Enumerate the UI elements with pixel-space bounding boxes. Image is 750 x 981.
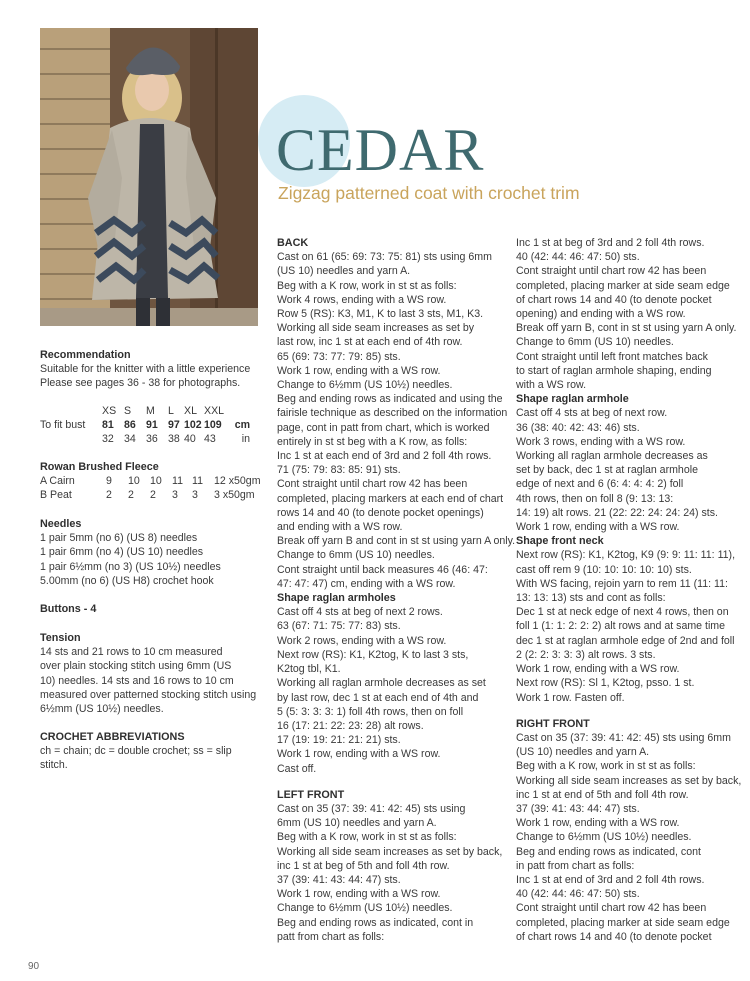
instruction-line: K2tog tbl, K1. [277,663,341,676]
instruction-line: inc 1 st at beg of 5th and foll 4th row. [277,859,450,872]
instruction-line: Cast on 61 (65: 69: 73: 75: 81) sts using 6mm [277,251,492,264]
front-neck-heading: Shape front neck [516,535,604,548]
front-neck-instructions [516,548,748,704]
instruction-line: last row, inc 1 st at each end of 4th row. [277,336,463,349]
instruction-line: Beg with a K row, work in st st as folls: [277,831,457,844]
recommendation-text: Suitable for the knitter with a little experience Please see pages 36 - 38 for photographs. [40,363,251,390]
instruction-line: Work 1 row, ending with a WS row. [516,663,680,676]
instruction-line: Cast on 35 (37: 39: 41: 42: 45) sts using [277,802,466,815]
instruction-line: Work 1 row, ending with a WS row. [516,521,680,534]
instruction-line: Row 5 (RS): K3, M1, K to last 3 sts, M1, K3. [277,308,484,321]
tension-heading: Tension [40,632,81,644]
instruction-line: Change to 6½mm (US 10½) needles. [277,379,453,392]
instruction-line: Cont straight until chart row 42 has been [516,265,707,278]
instruction-line: Beg with a K row, work in st st as folls: [516,760,696,773]
yarn-heading: Rowan Brushed Fleece [40,461,159,473]
instruction-line: page, cont in patt from chart, which is worked [277,421,490,434]
instruction-line: Dec 1 st at neck edge of next 4 rows, then on [516,606,729,619]
instruction-line: Beg and ending rows as indicated, cont in [277,916,474,929]
left-column [40,348,268,391]
instruction-line: Work 1 row, ending with a WS row. [277,364,441,377]
size-in-row: 32 34 36 38 40 43 in [102,433,250,446]
instruction-line: 16 (17: 21: 22: 23: 28) alt rows. [277,719,424,732]
instruction-line: Change to 6mm (US 10) needles. [516,336,674,349]
instruction-line: Cont straight until chart row 42 has been [277,478,468,491]
instruction-line: Work 1 row, ending with a WS row. [516,817,680,830]
instruction-line: Work 1 row, ending with a WS row. [277,748,441,761]
instruction-line: Working all side seam increases as set by back, [516,774,742,787]
pattern-photo [40,28,258,326]
instruction-line: of chart rows 14 and 40 (to denote pocket [516,930,712,943]
instruction-line: fairisle technique as described on the information [277,407,508,420]
instruction-line: Next row (RS): K1, K2tog, K9 (9: 9: 11: 11: 11), [516,549,736,562]
left-front-continued [516,236,748,392]
right-front-heading: RIGHT FRONT [516,717,590,730]
instruction-line: Change to 6½mm (US 10½) needles. [516,831,692,844]
back-instructions [277,250,516,591]
instruction-line: Next row (RS): K1, K2tog, K to last 3 sts, [277,648,469,661]
instruction-line: 14: 19) alt rows. 21 (22: 22: 24: 24: 24) sts. [516,506,718,519]
instruction-line: Working all raglan armhole decreases as set [277,677,486,690]
instruction-line: 37 (39: 41: 43: 44: 47) sts. [277,873,401,886]
instruction-line: Cont straight until back measures 46 (46: 47: [277,563,488,576]
instruction-line: Cast on 35 (37: 39: 41: 42: 45) sts using 6mm [516,731,731,744]
pattern-subtitle: Zigzag patterned coat with crochet trim [278,183,580,203]
instruction-line: Break off yarn B, cont in st st using yarn A only. [516,322,737,335]
needles-block [40,517,268,588]
yarn-block [40,460,268,503]
needle-line: 1 pair 6mm (no 4) (US 10) needles [40,546,204,559]
instruction-line: 13: 13: 13) sts and cont as folls: [516,592,666,605]
abbreviations-block: CROCHET ABBREVIATIONS ch = chain; dc = double crochet; ss = slip stitch. [40,730,268,773]
instruction-line: 40 (42: 44: 46: 47: 50) sts. [516,251,640,264]
instruction-line: Next row (RS): Sl 1, K2tog, psso. 1 st. [516,677,695,690]
back-raglan-heading: Shape raglan armholes [277,592,396,605]
instruction-line: Inc 1 st at end of 3rd and 2 foll 4th rows. [516,873,705,886]
instruction-line: patt from chart as folls: [277,930,385,943]
right-column [516,236,748,944]
instruction-line: 63 (67: 71: 75: 77: 83) sts. [277,620,401,633]
instruction-line: entirely in st st beg with a K row, as folls: [277,435,468,448]
instruction-line: 36 (38: 40: 42: 43: 46) sts. [516,421,640,434]
instruction-line: completed, placing markers at each end of chart [277,492,504,505]
left-front-heading: LEFT FRONT [277,788,345,801]
instruction-line: 37 (39: 41: 43: 44: 47) sts. [516,802,640,815]
instruction-line: and ending with a WS row. [277,521,403,534]
needle-line: 5.00mm (no 6) (US H8) crochet hook [40,574,214,587]
instruction-line: 6mm (US 10) needles and yarn A. [277,817,437,830]
instruction-line: dec 1 st at raglan armhole edge of 2nd and foll [516,634,735,647]
instruction-line: by last row, dec 1 st at each end of 4th and [277,691,479,704]
instruction-line: with a WS row. [516,379,587,392]
left-front-instructions [277,802,509,944]
instruction-line: Beg and ending rows as indicated, cont [516,845,701,858]
size-cm-row: To fit bust 81 86 91 97 102 109 cm [40,419,250,432]
instruction-line: foll 1 (1: 1: 2: 2: 2) alt rows and at same time [516,620,726,633]
yarn-table [40,474,261,502]
instruction-line: opening) and ending with a WS row. [516,308,686,321]
instruction-line: edge of next and 6 (6: 4: 4: 4: 2) foll [516,478,684,491]
instruction-line: Working all side seam increases as set by [277,322,475,335]
abbreviations-heading: CROCHET ABBREVIATIONS [40,731,185,743]
recommendation-heading: Recommendation [40,349,131,361]
instruction-line: With WS facing, rejoin yarn to rem 11 (11: 11: [516,577,728,590]
instruction-line: 5 (5: 3: 3: 3: 1) foll 4th rows, then on foll [277,705,464,718]
instruction-line: in patt from chart as folls: [516,859,635,872]
page-number: 90 [28,961,40,972]
instruction-line: set by back, dec 1 st at raglan armhole [516,464,698,477]
middle-column [277,236,516,944]
back-raglan-instructions [277,605,509,775]
buttons-block [40,602,268,616]
instruction-line: Beg and ending rows as indicated and using the [277,393,503,406]
needle-line: 1 pair 6½mm (no 3) (US 10½) needles [40,560,221,573]
instruction-line: Inc 1 st at each end of 3rd and 2 foll 4th rows. [277,450,492,463]
yarn-row: B Peat 2 2 2 3 3 3 x50gm [40,489,255,502]
instruction-line: Work 2 rows, ending with a WS row. [277,634,447,647]
instruction-line: Beg with a K row, work in st st as folls: [277,279,457,292]
instruction-line: 17 (19: 19: 21: 21: 21) sts. [277,734,401,747]
instruction-line: Change to 6½mm (US 10½) needles. [277,902,453,915]
instruction-line: Work 1 row, ending with a WS row. [277,888,441,901]
size-header-row: XS S M L XL XXL [102,405,225,417]
instruction-line: completed, placing marker at side seam edge [516,279,730,292]
instruction-line: of chart rows 14 and 40 (to denote pocket [516,293,712,306]
instruction-line: (US 10) needles and yarn A. [277,265,411,278]
instruction-line: 65 (69: 73: 77: 79: 85) sts. [277,350,401,363]
instruction-line: Work 1 row. Fasten off. [516,691,625,704]
back-heading: BACK [277,237,309,249]
instruction-line: Inc 1 st at beg of 3rd and 2 foll 4th rows. [516,237,705,249]
instruction-line: Change to 6mm (US 10) needles. [277,549,435,562]
front-raglan-heading: Shape raglan armhole [516,393,629,406]
sizes-block [40,404,268,447]
instruction-line: to start of raglan armhole shaping, ending [516,364,712,377]
instruction-line: (US 10) needles and yarn A. [516,746,650,759]
instruction-line: Break off yarn B and cont in st st using yarn A only. [277,535,516,548]
instruction-line: Cast off 4 sts at beg of next 2 rows. [277,606,443,619]
instruction-line: Cont straight until left front matches back [516,350,708,363]
instruction-line: inc 1 st at end of 5th and foll 4th row. [516,788,689,801]
front-raglan-instructions [516,406,748,534]
yarn-row: A Cairn 9 10 10 11 11 12 x50gm [40,475,261,488]
size-table [40,404,250,447]
instruction-line: 4th rows, then on foll 8 (9: 13: 13: [516,492,674,505]
instruction-line: completed, placing marker at side seam edge [516,916,730,929]
instruction-line: Cast off 4 sts at beg of next row. [516,407,668,420]
needles-heading: Needles [40,518,82,530]
pattern-title: CEDAR [276,117,485,183]
instruction-line: 2 (2: 2: 3: 3: 3) alt rows. 3 sts. [516,648,656,661]
instruction-line: 47: 47: 47) cm, ending with a WS row. [277,577,456,590]
instruction-line: Cast off. [277,762,317,775]
instruction-line: Working all side seam increases as set by back, [277,845,503,858]
right-front-instructions [516,731,748,944]
instruction-line: cast off rem 9 (10: 10: 10: 10: 10) sts. [516,563,692,576]
instruction-line: Working all raglan armhole decreases as [516,450,708,463]
needle-line: 1 pair 5mm (no 6) (US 8) needles [40,532,198,545]
instruction-line: 40 (42: 44: 46: 47: 50) sts. [516,888,640,901]
instruction-line: 71 (75: 79: 83: 85: 91) sts. [277,464,401,477]
instruction-line: Work 4 rows, ending with a WS row. [277,293,447,306]
model-photo-illustration [40,28,258,326]
buttons-count: Buttons - 4 [40,603,97,615]
instruction-line: Work 3 rows, ending with a WS row. [516,435,686,448]
tension-block: Tension 14 sts and 21 rows to 10 cm measured over plain stocking stitch using 6mm (US 10) needles. 14 sts and 16 rows to 10 cm measured over patterned stocking stitch using 6½mm (US 10½) needles. [40,631,268,716]
instruction-line: Cont straight until chart row 42 has been [516,902,707,915]
instruction-line: rows 14 and 40 (to denote pocket openings) [277,506,484,519]
